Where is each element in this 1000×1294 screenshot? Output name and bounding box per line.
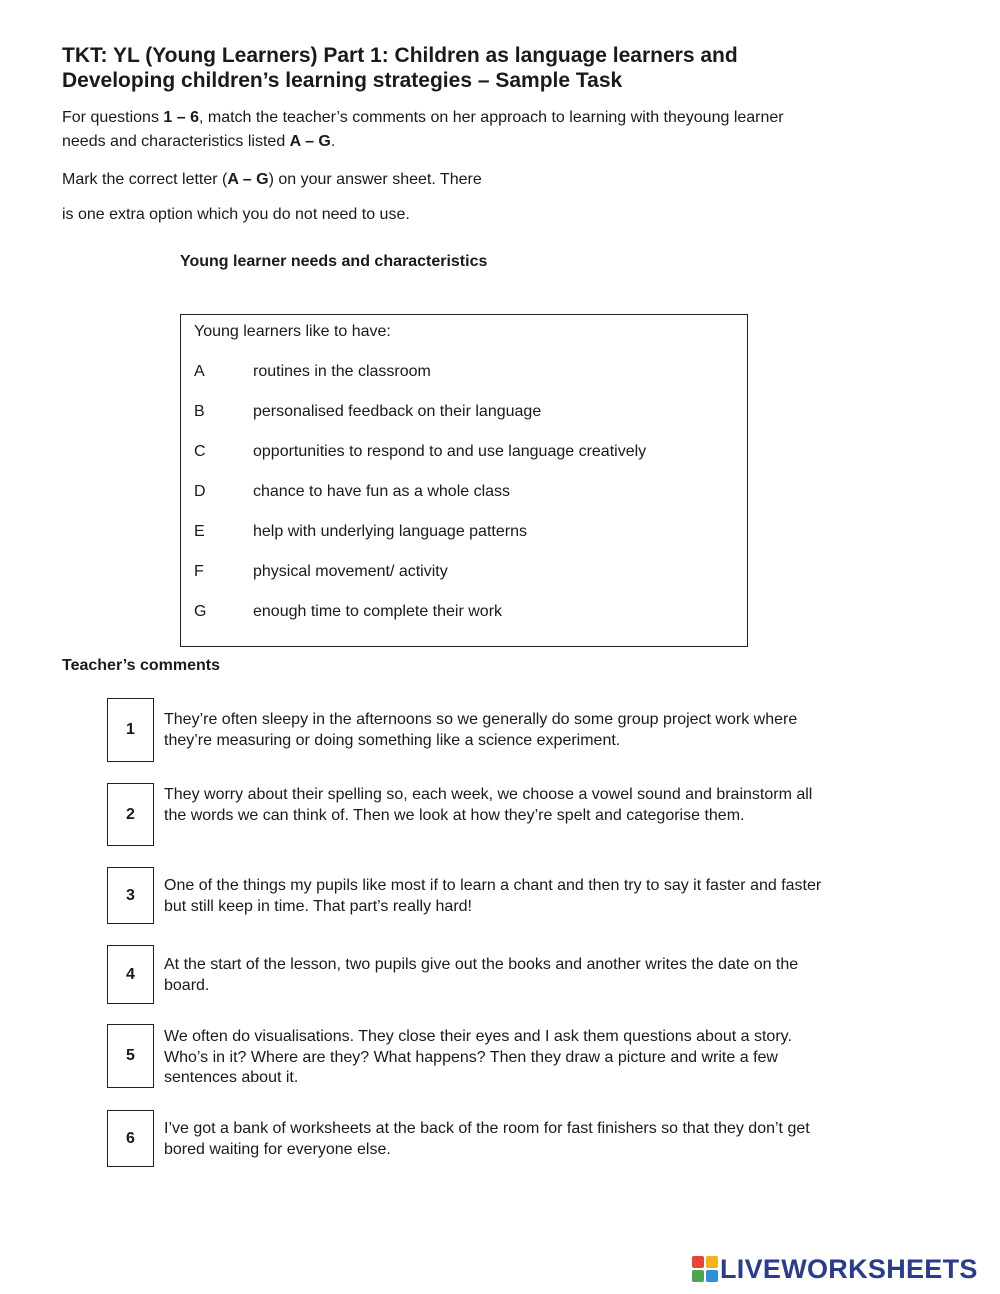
question-number: 1 <box>126 721 135 738</box>
option-letter: D <box>194 483 206 500</box>
option-a <box>194 363 431 381</box>
question-number: 2 <box>126 805 135 823</box>
logo-square-1 <box>692 1256 704 1268</box>
option-text: chance to have fun as a whole class <box>253 483 511 500</box>
option-letter: B <box>194 403 205 420</box>
logo-square-4 <box>706 1270 718 1282</box>
options-intro: Young learners like to have: <box>194 323 391 340</box>
comment-text-5: We often do visualisations. They close their eyes and I ask them questions about a story. Who’s in it? Where are they? What happens? Then they draw a picture and write a few sentences about it. <box>164 1028 792 1086</box>
option-text: opportunities to respond to and use language creatively <box>253 443 647 460</box>
answer-box-4[interactable] <box>107 945 154 1004</box>
page-title <box>62 43 922 93</box>
option-letter: F <box>194 563 204 580</box>
question-number: 3 <box>126 886 135 904</box>
comment-text-2: They worry about their spelling so, each week, we choose a vowel sound and brainstorm all the words we can think of. Then we look at how they’re spelt and categorise them. <box>164 786 813 824</box>
option-text: personalised feedback on their language <box>253 403 542 420</box>
option-f <box>194 563 448 581</box>
instr-range-letters: A – G <box>227 171 269 188</box>
option-e <box>194 523 527 541</box>
instr-text: , match the teacher’s comments on her approach to learning with theyoung learner needs and characteristics listed <box>62 109 784 150</box>
logo-square-2 <box>706 1256 718 1268</box>
title-line-1: TKT: YL (Young Learners) Part 1: Children as language learners and <box>62 44 738 67</box>
liveworksheets-logo <box>692 1253 978 1285</box>
instr-range-letters: A – G <box>289 133 331 150</box>
comment-text-1: They’re often sleepy in the afternoons so we generally do some group project work where they’re measuring or doing something like a science experiment. <box>164 711 798 749</box>
option-text: enough time to complete their work <box>253 603 503 620</box>
option-text: physical movement/ activity <box>253 563 448 580</box>
answer-box-3[interactable] <box>107 867 154 924</box>
instr-text: For questions <box>62 109 164 126</box>
question-number: 6 <box>126 1129 135 1147</box>
question-number: 4 <box>126 965 135 983</box>
option-letter: G <box>194 603 207 620</box>
option-letter: E <box>194 523 205 540</box>
logo-text: LIVEWORKSHEETS <box>720 1253 978 1284</box>
comment-text-6: I’ve got a bank of worksheets at the back of the room for fast finishers so that they don’t get bored waiting for everyone else. <box>164 1120 810 1158</box>
instructions-paragraph-3: is one extra option which you do not need to use. <box>62 206 410 223</box>
options-box <box>180 314 748 647</box>
option-letter: C <box>194 443 206 460</box>
option-c <box>194 443 646 461</box>
comment-text-4: At the start of the lesson, two pupils give out the books and another writes the date on the board. <box>164 956 799 994</box>
option-text: help with underlying language patterns <box>253 523 527 540</box>
comment-text-3: One of the things my pupils like most if to learn a chant and then try to say it faster and faster but still keep in time. That part’s really hard! <box>164 877 822 915</box>
option-b <box>194 403 541 421</box>
options-heading: Young learner needs and characteristics <box>180 253 488 270</box>
answer-box-6[interactable] <box>107 1110 154 1167</box>
answer-box-1[interactable] <box>107 698 154 762</box>
option-letter: A <box>194 363 205 380</box>
instr-text: ) on your answer sheet. There <box>268 171 482 188</box>
logo-mark-icon <box>692 1256 718 1282</box>
answer-box-2[interactable] <box>107 783 154 846</box>
question-number: 5 <box>126 1047 135 1064</box>
comments-heading: Teacher’s comments <box>62 657 220 674</box>
instructions-paragraph-1 <box>62 106 822 154</box>
instructions-paragraph-2 <box>62 168 482 192</box>
option-d <box>194 483 510 501</box>
option-text: routines in the classroom <box>253 363 431 380</box>
logo-square-3 <box>692 1270 704 1282</box>
instr-range-questions: 1 – 6 <box>163 109 199 126</box>
instr-text: Mark the correct letter ( <box>62 171 228 188</box>
instr-text: . <box>330 133 336 150</box>
title-line-2: Developing children’s learning strategies – Sample Task <box>62 69 623 92</box>
option-g <box>194 603 502 621</box>
answer-box-5[interactable] <box>107 1024 154 1088</box>
